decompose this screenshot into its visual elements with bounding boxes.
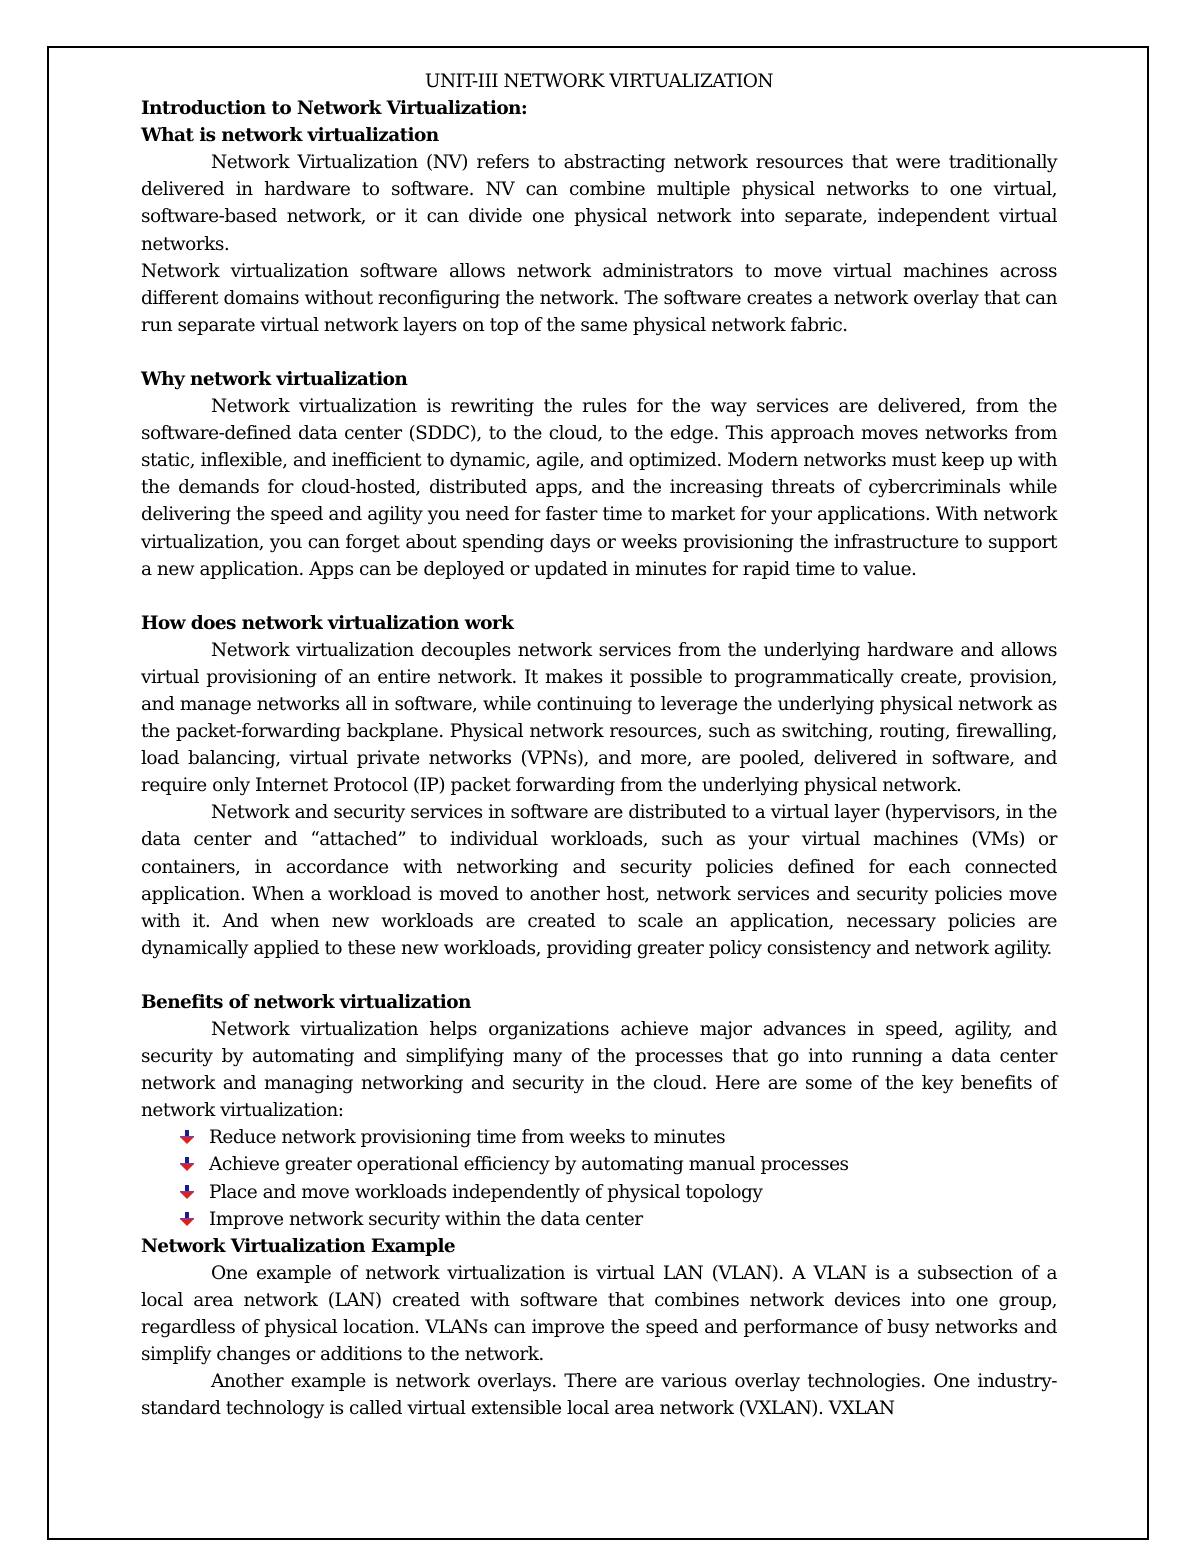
benefits-heading: Benefits of network virtualization [141,991,471,1013]
benefit-text: Achieve greater operational efficiency by automating manual processes [209,1154,849,1176]
benefit-text: Reduce network provisioning time from weeks to minutes [209,1127,726,1149]
what-paragraph-2: Network virtualization software allows network administrators to move virtual machines across different domains without reconfiguring the network. The software creates a network overlay that can run separate virtual network layers on top of the same physical network fabric. [141,260,1057,336]
down-arrow-bullet-icon [179,1156,195,1172]
down-arrow-bullet-icon [179,1211,195,1227]
spacer [141,339,1057,366]
down-arrow-bullet-icon [179,1184,195,1200]
how-paragraph-2: Network and security services in software are distributed to a virtual layer (hypervisors, in the data center and “attached” to individual workloads, such as your virtual machines (VMs) or containers, in accordance with networking and security policies defined for each connected application. When a workload is moved to another host, network services and security policies move with it. And when new workloads are created to scale an application, necessary policies are dynamically applied to these new workloads, providing greater policy consistency and network agility. [141,802,1057,959]
down-arrow-bullet-icon [179,1129,195,1145]
why-paragraph-1: Network virtualization is rewriting the rules for the way services are delivered, from the software-defined data center (SDDC), to the cloud, to the edge. This approach moves networks from static, inflexible, and inefficient to dynamic, agile, and optimized. Modern networks must keep up with the demands for cloud-hosted, distributed apps, and the increasing threats of cybercriminals while delivering the speed and agility you need for faster time to market for your applications. With network virtualization, you can forget about spending days or weeks provisioning the infrastructure to support a new application. Apps can be deployed or updated in minutes for rapid time to value. [141,396,1057,580]
spacer [141,962,1057,989]
page-title: UNIT-III NETWORK VIRTUALIZATION [424,71,774,92]
benefit-text: Improve network security within the data center [209,1208,643,1230]
why-heading: Why network virtualization [141,368,408,390]
example-heading: Network Virtualization Example [141,1235,456,1257]
what-paragraph-1: Network Virtualization (NV) refers to abstracting network resources that were traditionally delivered in hardware to software. NV can combine multiple physical networks to one virtual, software-based network, or it can divide one physical network into separate, independent virtual networks. [141,152,1057,255]
document-body [141,68,1057,1422]
what-heading: What is network virtualization [141,125,439,147]
benefit-text: Place and move workloads independently of physical topology [209,1181,763,1203]
benefits-paragraph-1: Network virtualization helps organizations achieve major advances in speed, agility, and security by automating and simplifying many of the processes that go into running a data center network and managing networking and security in the cloud. Here are some of the key benefits of network virtualization: [141,1019,1057,1122]
example-paragraph-2: Another example is network overlays. There are various overlay technologies. One industry-standard technology is called virtual extensible local area network (VXLAN). VXLAN [141,1371,1057,1420]
spacer [141,583,1057,610]
benefits-list [141,1124,1057,1232]
list-item [179,1124,1057,1151]
list-item [179,1206,1057,1233]
list-item [179,1179,1057,1206]
list-item [179,1151,1057,1178]
example-paragraph-1: One example of network virtualization is virtual LAN (VLAN). A VLAN is a subsection of a local area network (LAN) created with software that combines network devices into one group, regardless of physical location. VLANs can improve the speed and performance of busy networks and simplify changes or additions to the network. [141,1262,1057,1366]
how-heading: How does network virtualization work [141,612,514,634]
how-paragraph-1: Network virtualization decouples network services from the underlying hardware and allows virtual provisioning of an entire network. It makes it possible to programmatically create, provision, and manage networks all in software, while continuing to leverage the underlying physical network as the packet-forwarding backplane. Physical network resources, such as switching, routing, firewalling, load balancing, virtual private networks (VPNs), and more, are pooled, delivered in software, and require only Internet Protocol (IP) packet forwarding from the underlying physical network. [141,639,1057,797]
intro-heading: Introduction to Network Virtualization: [141,98,528,120]
